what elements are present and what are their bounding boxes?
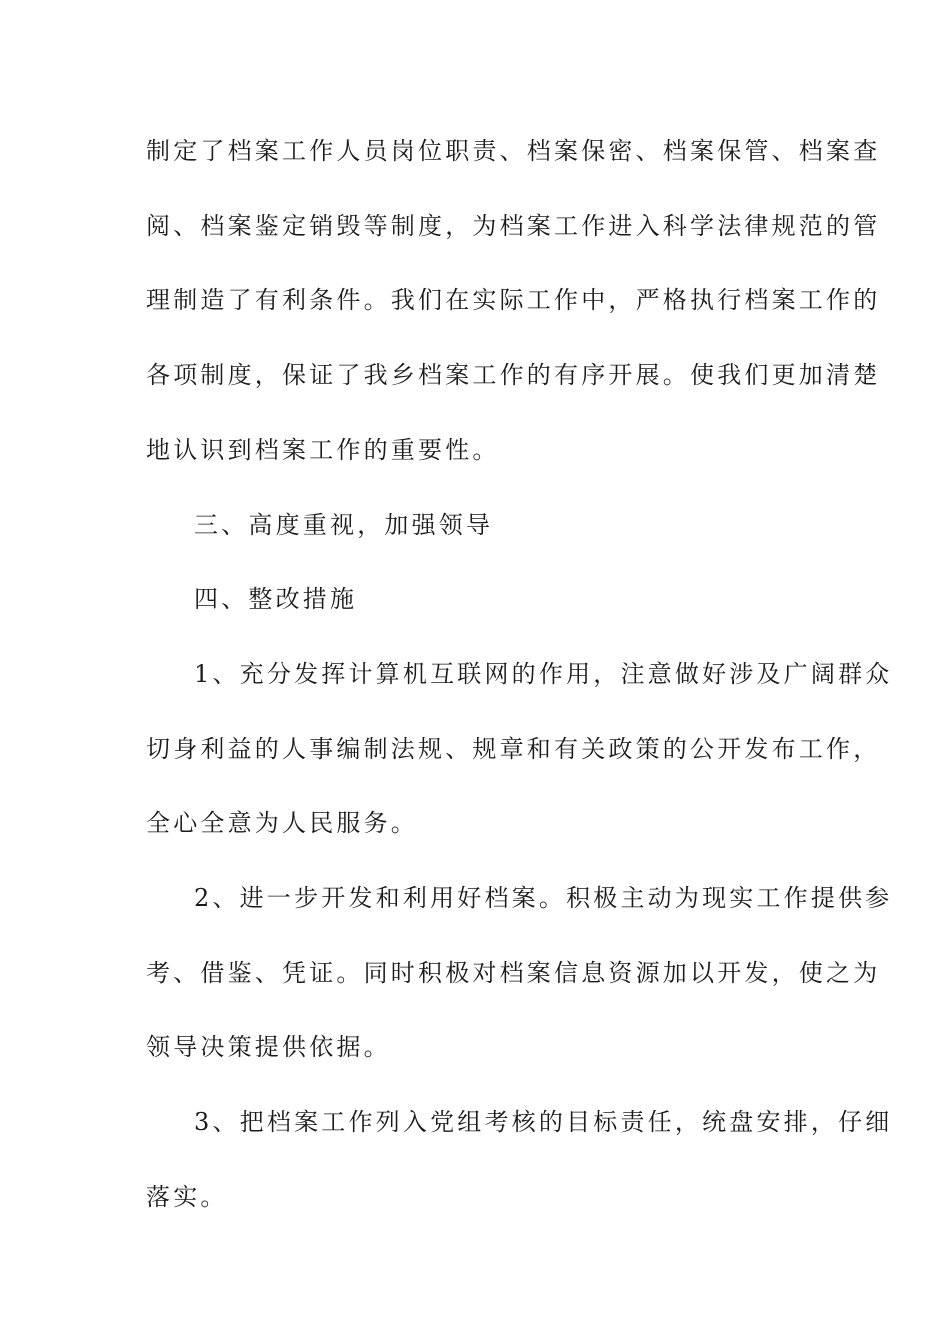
text-line: 落实。 xyxy=(146,1182,228,1211)
list-item-1 xyxy=(146,637,893,861)
text-line: 2、进一步开发和利用好档案。积极主动为现实工作提供参 xyxy=(194,884,893,913)
paragraph-archive-system xyxy=(146,114,881,488)
document-body xyxy=(146,114,893,1235)
list-item-3 xyxy=(146,1085,893,1234)
text-line: 全心全意为人民服务。 xyxy=(146,809,418,838)
text-line: 四、整改措施 xyxy=(194,585,358,614)
text-line: 3、把档案工作列入党组考核的目标责任，统盘安排，仔细 xyxy=(194,1108,893,1137)
list-item-2 xyxy=(146,861,893,1085)
text-line: 地认识到档案工作的重要性。 xyxy=(146,435,500,464)
text-line: 阅、档案鉴定销毁等制度，为档案工作进入科学法律规范的管 xyxy=(146,211,881,240)
text-line: 1、充分发挥计算机互联网的作用，注意做好涉及广阔群众 xyxy=(194,659,893,688)
text-line: 理制造了有利条件。我们在实际工作中，严格执行档案工作的 xyxy=(146,286,881,315)
section-heading-three xyxy=(146,488,806,563)
text-line: 切身利益的人事编制法规、规章和有关政策的公开发布工作， xyxy=(146,734,881,763)
text-line: 领导决策提供依据。 xyxy=(146,1033,391,1062)
text-line: 三、高度重视，加强领导 xyxy=(194,510,494,539)
text-line: 制定了档案工作人员岗位职责、档案保密、档案保管、档案查 xyxy=(146,137,881,165)
text-line: 考、借鉴、凭证。同时积极对档案信息资源加以开发，使之为 xyxy=(146,958,881,987)
text-line: 各项制度，保证了我乡档案工作的有序开展。使我们更加清楚 xyxy=(146,361,881,390)
section-heading-four xyxy=(146,562,806,637)
